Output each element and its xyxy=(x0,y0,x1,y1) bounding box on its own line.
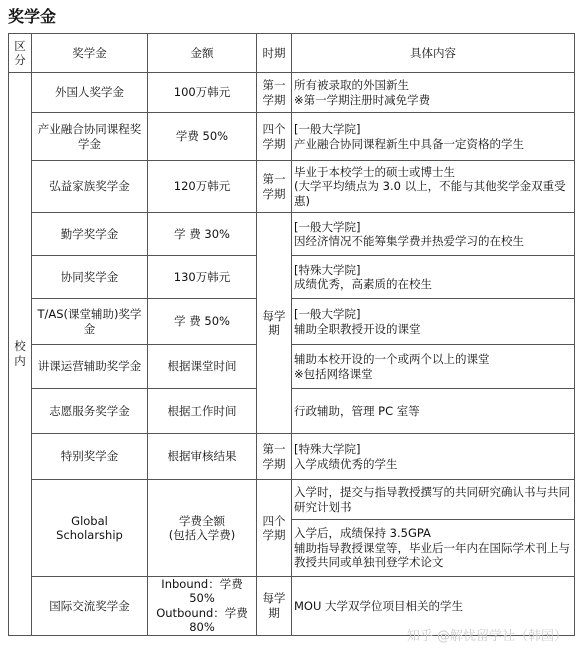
table-row xyxy=(9,480,575,520)
scholarship-name: Global Scholarship xyxy=(32,480,148,577)
scholarship-amount: 学 费 30% xyxy=(148,213,257,256)
scholarship-content: [一般大学院] 辅助全职教授开设的课堂 xyxy=(292,299,575,345)
scholarship-amount: 120万韩元 xyxy=(148,161,257,213)
scholarship-content: [特殊大学院] 成绩优秀，高素质的在校生 xyxy=(292,256,575,299)
watermark: 知乎 @解忧留学社（韩国） xyxy=(406,629,567,644)
scholarship-content: 毕业于本校学士的硕士或博士生 (大学平均绩点为 3.0 以上，不能与其他奖学金双重受惠) xyxy=(292,161,575,213)
scholarship-name: 弘益家族奖学金 xyxy=(32,161,148,213)
table-row xyxy=(9,345,575,389)
scholarship-name: 特别奖学金 xyxy=(32,434,148,480)
header-scholarship: 奖学金 xyxy=(32,34,148,73)
table-row xyxy=(9,161,575,213)
scholarship-table xyxy=(8,33,575,636)
scholarship-amount: Inbound：学费 50% Outbound：学费 80% xyxy=(148,577,257,636)
scholarship-amount: 学费全额 (包括入学费) xyxy=(148,480,257,577)
category-cell: 校内 xyxy=(9,73,32,636)
scholarship-content: MOU 大学双学位项目相关的学生 xyxy=(292,577,575,636)
header-row xyxy=(9,34,575,73)
header-content: 具体内容 xyxy=(292,34,575,73)
scholarship-content: [特殊大学院] 入学成绩优秀的学生 xyxy=(292,434,575,480)
scholarship-content: 入学后，成绩保持 3.5GPA 辅助指导教授课堂等，毕业后一年内在国际学术刊上与教授共同或单独刊登学术论文 xyxy=(292,520,575,577)
scholarship-name: 产业融合协同课程奖学金 xyxy=(32,113,148,161)
header-period: 时期 xyxy=(257,34,292,73)
scholarship-amount: 100万韩元 xyxy=(148,73,257,113)
page-title: 奖学金 xyxy=(8,7,57,26)
table-row xyxy=(9,113,575,161)
scholarship-name: 外国人奖学金 xyxy=(32,73,148,113)
scholarship-name: 协同奖学金 xyxy=(32,256,148,299)
table-row xyxy=(9,256,575,299)
shared-period-cell: 每学期 xyxy=(257,213,292,434)
scholarship-name: 志愿服务奖学金 xyxy=(32,389,148,434)
scholarship-amount: 根据审核结果 xyxy=(148,434,257,480)
scholarship-name: 勤学奖学金 xyxy=(32,213,148,256)
scholarship-amount: 学费 50% xyxy=(148,113,257,161)
scholarship-amount: 学 费 50% xyxy=(148,299,257,345)
scholarship-content: [一般大学院] 产业融合协同课程新生中具备一定资格的学生 xyxy=(292,113,575,161)
header-amount: 金额 xyxy=(148,34,257,73)
scholarship-period: 第一学期 xyxy=(257,161,292,213)
scholarship-content: [一般大学院] 因经济情况不能筹集学费并热爱学习的在校生 xyxy=(292,213,575,256)
scholarship-content: 行政辅助，管理 PC 室等 xyxy=(292,389,575,434)
scholarship-name: 国际交流奖学金 xyxy=(32,577,148,636)
table-row xyxy=(9,389,575,434)
scholarship-name: 讲课运营辅助奖学金 xyxy=(32,345,148,389)
scholarship-amount: 根据工作时间 xyxy=(148,389,257,434)
scholarship-period: 第一学期 xyxy=(257,73,292,113)
header-category: 区分 xyxy=(9,34,32,73)
scholarship-period: 四个学期 xyxy=(257,480,292,577)
scholarship-name: T/AS(课堂辅助)奖学金 xyxy=(32,299,148,345)
scholarship-amount: 根据课堂时间 xyxy=(148,345,257,389)
scholarship-amount: 130万韩元 xyxy=(148,256,257,299)
scholarship-content: 辅助本校开设的一个或两个以上的课堂 ※包括网络课堂 xyxy=(292,345,575,389)
table-row xyxy=(9,299,575,345)
scholarship-period: 每学期 xyxy=(257,577,292,636)
table-row xyxy=(9,73,575,113)
scholarship-period: 第一学期 xyxy=(257,434,292,480)
scholarship-content: 所有被录取的外国新生 ※第一学期注册时减免学费 xyxy=(292,73,575,113)
table-row xyxy=(9,213,575,256)
table-row xyxy=(9,434,575,480)
scholarship-period: 四个学期 xyxy=(257,113,292,161)
scholarship-content: 入学时，提交与指导教授撰写的共同研究确认书与共同研究计划书 xyxy=(292,480,575,520)
